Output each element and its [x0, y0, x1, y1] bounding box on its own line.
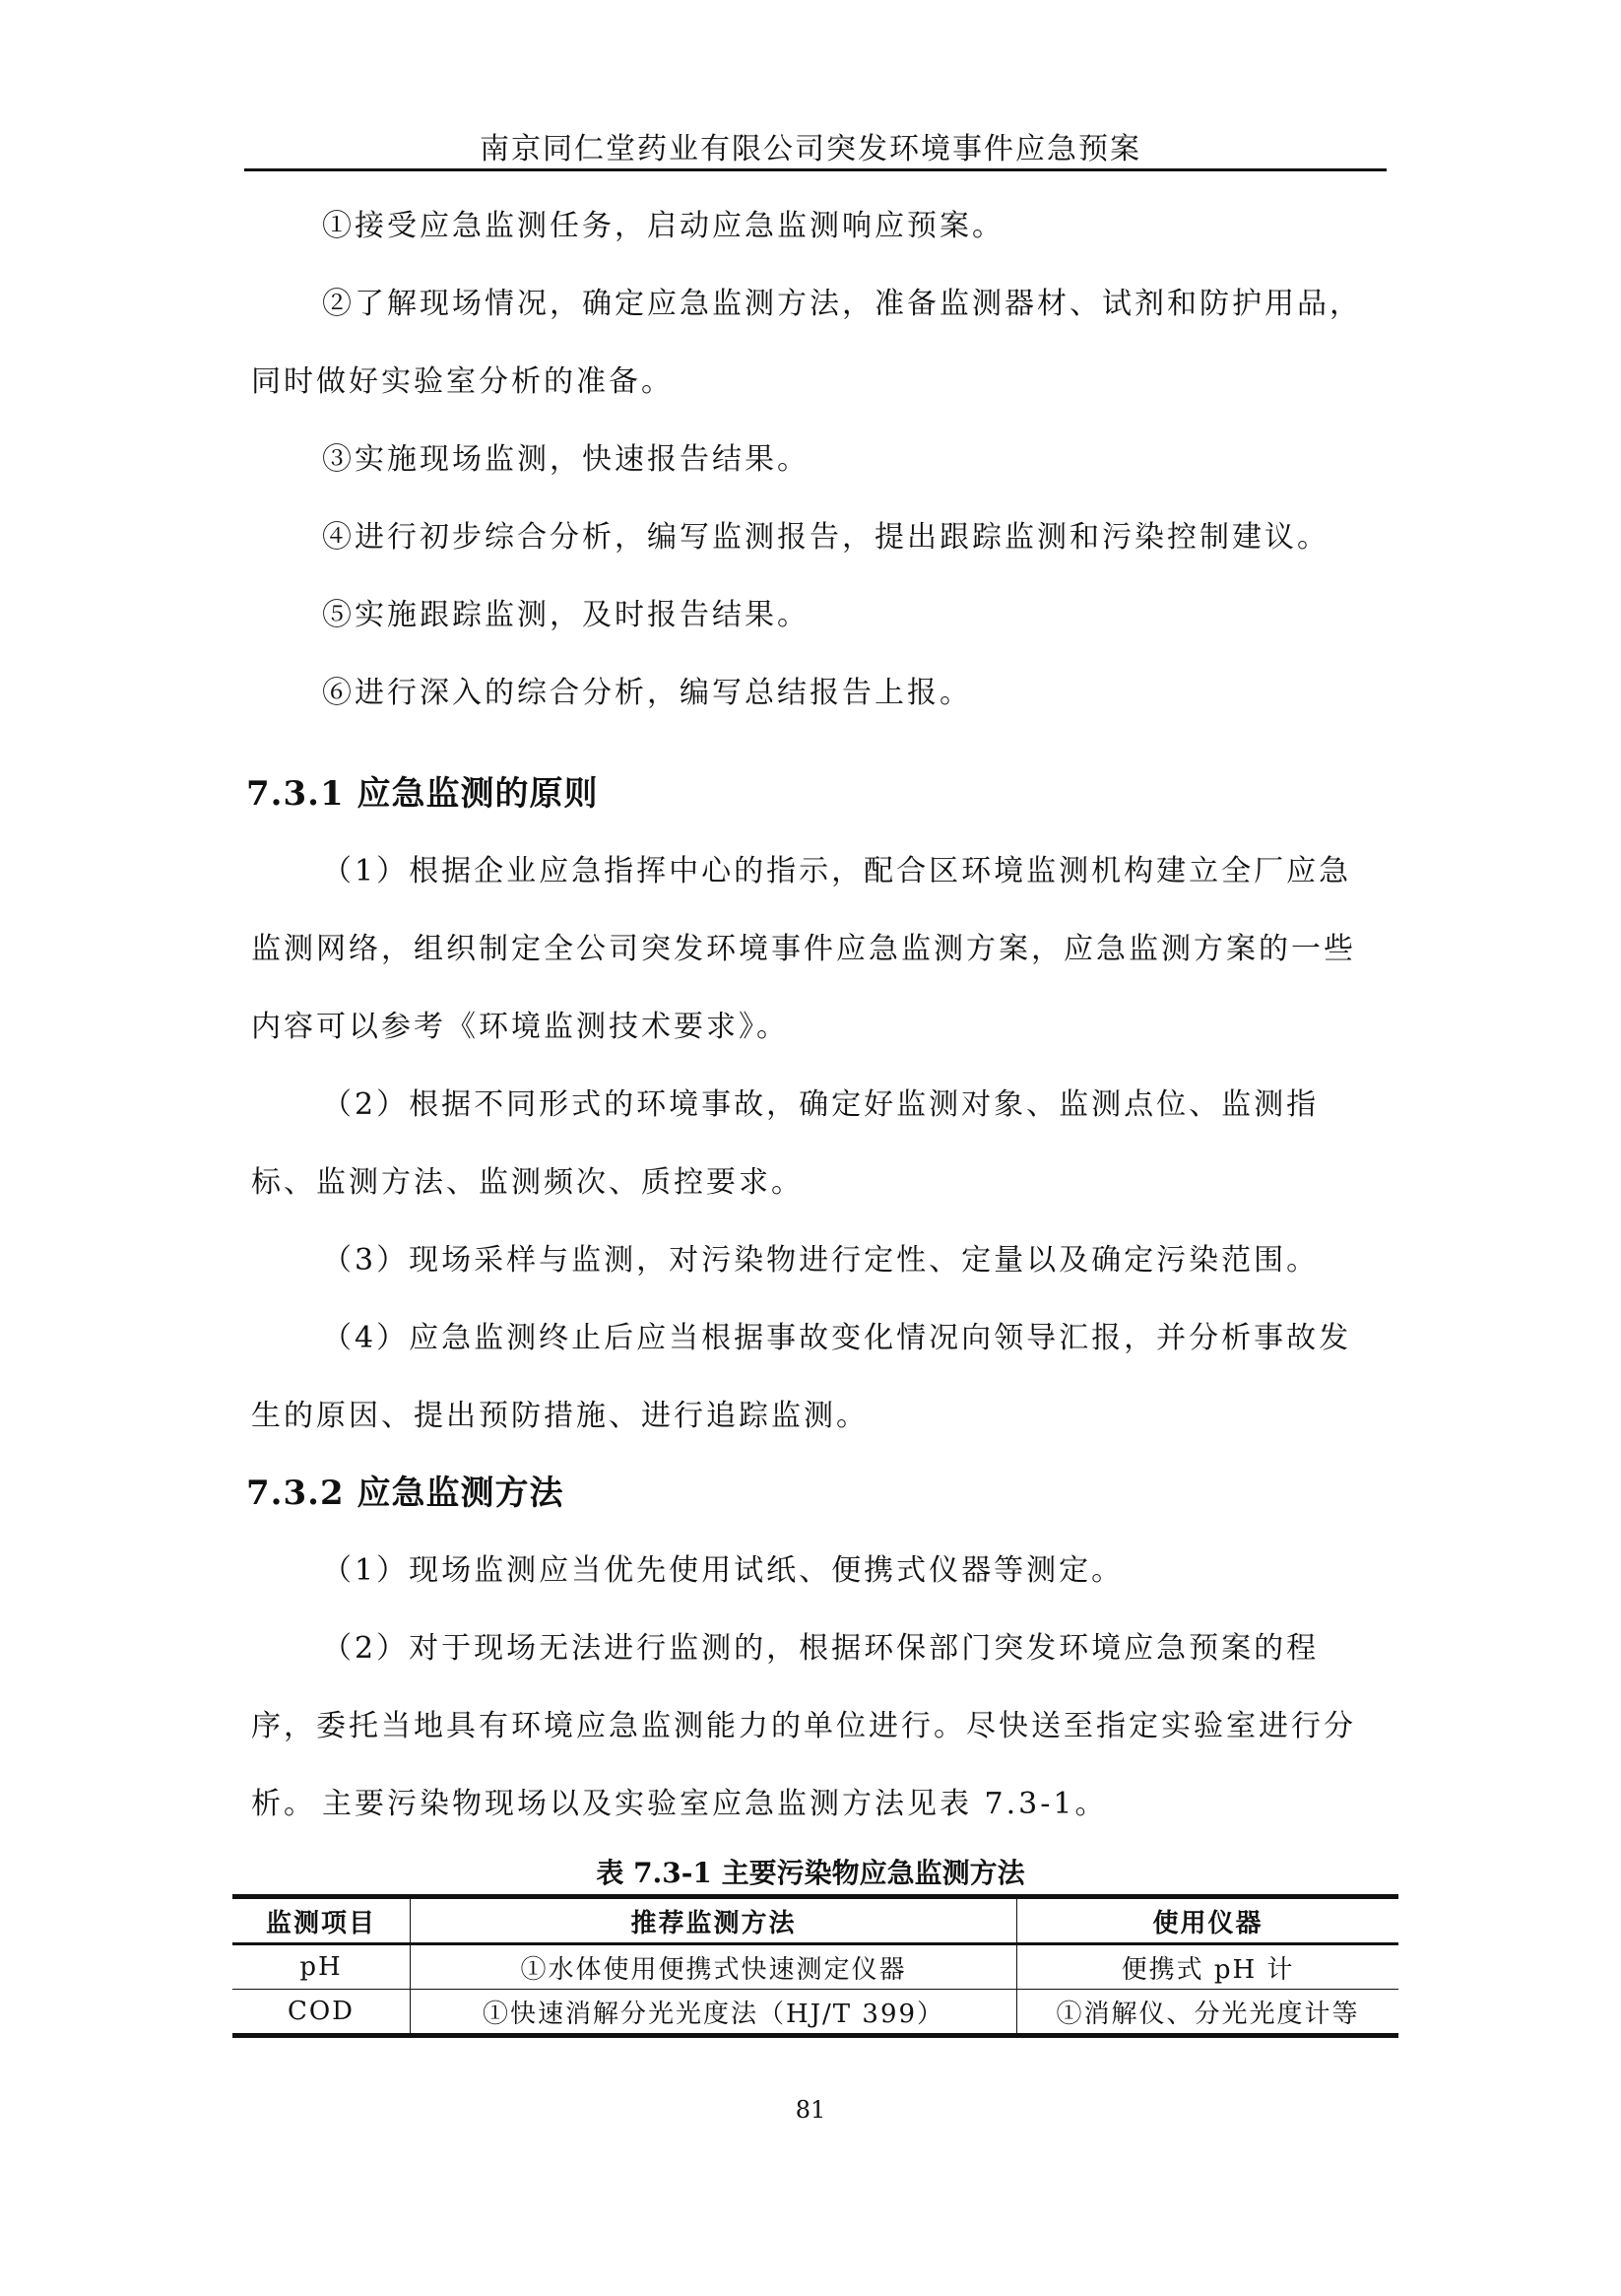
paragraph: （1）现场监测应当优先使用试纸、便携式仪器等测定。 [322, 1553, 1125, 1588]
section-heading: 7.3.2 应急监测方法 [246, 1474, 564, 1513]
paragraph: （2）根据不同形式的环境事故，确定好监测对象、监测点位、监测指标、监测方法、监测频次、质控要求。 [251, 1087, 1320, 1200]
table-cell: ①快速消解分光光度法（HJ/T 399） [411, 1990, 1017, 2036]
header-divider [244, 168, 1387, 171]
table-header-row [232, 1897, 1398, 1944]
step-item: ⑤实施跟踪监测，及时报告结果。 [322, 598, 810, 632]
table-cell: 便携式 pH 计 [1121, 1954, 1295, 1985]
step-item: ②了解现场情况，确定应急监测方法，准备监测器材、试剂和防护用品，同时做好实验室分析的准备。 [251, 287, 1362, 399]
column-header: 监测项目 [232, 1897, 411, 1944]
column-header: 使用仪器 [1017, 1897, 1399, 1944]
paragraph: （1）根据企业应急指挥中心的指示，配合区环境监测机构建立全厂应急监测网络，组织制定全公司突发环境事件应急监测方案，应急监测方案的一些内容可以参考《环境监测技术要求》。 [251, 854, 1356, 1044]
paragraph: 主要污染物现场以及实验室应急监测方法见表 7.3-1。 [322, 1787, 1108, 1821]
table-row [232, 1944, 1398, 1990]
column-header: 推荐监测方法 [411, 1897, 1017, 1944]
step-item: ⑥进行深入的综合分析，编写总结报告上报。 [322, 676, 972, 710]
paragraph: （4）应急监测终止后应当根据事故变化情况向领导汇报，并分析事故发生的原因、提出预防措施、进行追踪监测。 [251, 1321, 1352, 1433]
table-cell: COD [232, 1990, 411, 2036]
table-cell: pH [232, 1944, 411, 1990]
table-row [232, 1990, 1398, 2036]
step-item: ①接受应急监测任务，启动应急监测响应预案。 [322, 209, 1005, 243]
page-number: 81 [795, 2096, 826, 2124]
document-title: 南京同仁堂药业有限公司突发环境事件应急预案 [480, 132, 1141, 166]
table-caption: 表 7.3-1 主要污染物应急监测方法 [596, 1857, 1025, 1889]
step-item: ③实施现场监测，快速报告结果。 [322, 442, 810, 477]
paragraph: （2）对于现场无法进行监测的，根据环保部门突发环境应急预案的程序，委托当地具有环境应急监测能力的单位进行。尽快送至指定实验室进行分析。 [251, 1631, 1356, 1821]
paragraph: （3）现场采样与监测，对污染物进行定性、定量以及确定污染范围。 [322, 1243, 1320, 1278]
monitoring-methods-table [232, 1894, 1398, 2038]
section-heading: 7.3.1 应急监测的原则 [246, 774, 599, 814]
table-cell: ①消解仪、分光光度计等 [1017, 1990, 1399, 2036]
table-cell: ①水体使用便携式快速测定仪器 [411, 1944, 1017, 1990]
step-item: ④进行初步综合分析，编写监测报告，提出跟踪监测和污染控制建议。 [322, 520, 1329, 555]
